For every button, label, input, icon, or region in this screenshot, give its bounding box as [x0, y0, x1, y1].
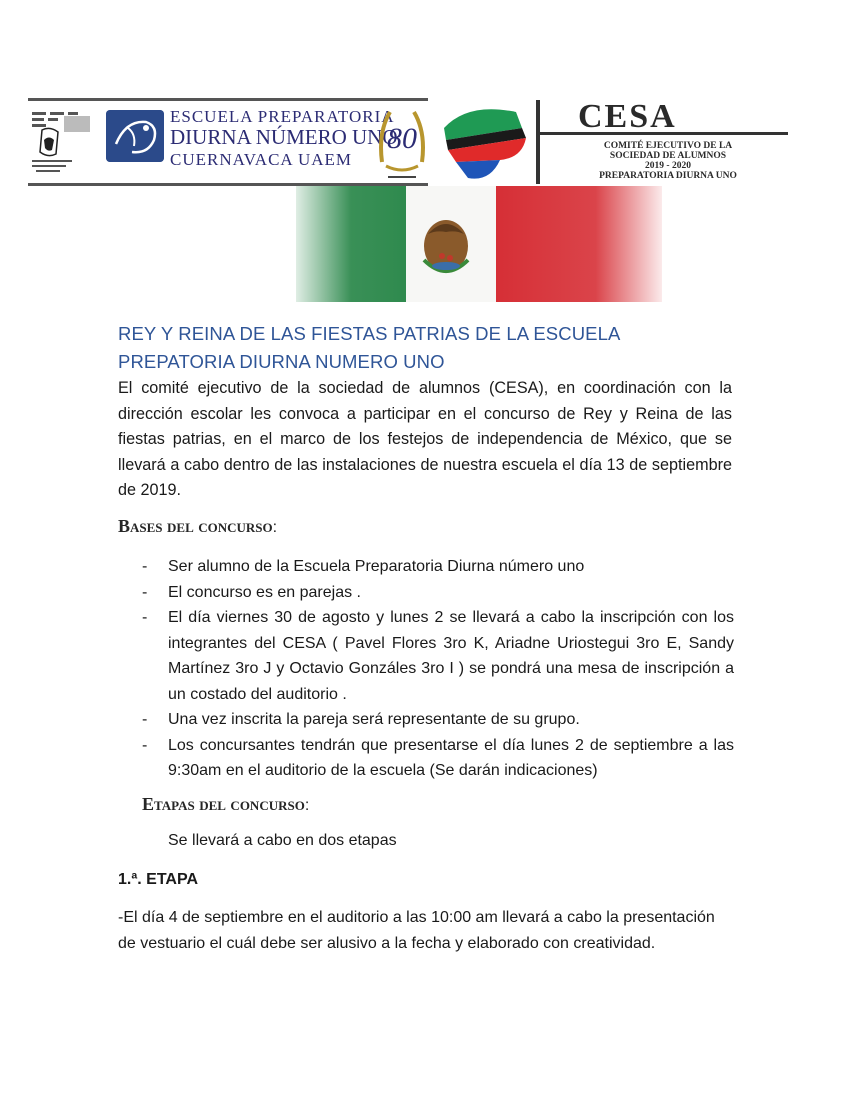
document-title: REY Y REINA DE LAS FIESTAS PATRIAS DE LA ESCUELA PREPATORIA DIURNA NUMERO UNO	[118, 323, 620, 372]
cesa-subtitle-line1: COMITÉ EJECUTIVO DE LA	[603, 141, 733, 151]
school-name-line3: CUERNAVACA UAEM	[170, 150, 353, 169]
cesa-vertical-rule	[536, 100, 540, 184]
intro-paragraph: El comité ejecutivo de la sociedad de alumnos (CESA), en coordinación con la dirección escolar les convoca a participar en el concurso de Rey y Reina de las fiestas patrias, en el marco de los festejos de independencia de México, que se llevará a cabo dentro de las instalaciones de nuestra escuela el día 13 de septiembre de 2019.	[118, 379, 732, 499]
list-bullet: -	[142, 736, 148, 754]
mexican-flag-image	[296, 186, 662, 302]
bases-heading-text: Bases del concurso	[118, 516, 273, 536]
banner-top-rule	[28, 98, 428, 101]
list-item	[142, 554, 734, 580]
list-bullet: -	[142, 711, 148, 728]
header-banner	[28, 96, 788, 192]
school-name	[170, 108, 402, 168]
list-item-text: Ser alumno de la Escuela Preparatoria Diurna número uno	[168, 558, 585, 575]
list-bullet: -	[142, 609, 148, 626]
list-bullet: -	[142, 583, 148, 601]
stage1-heading: 1.ª. ETAPA	[118, 871, 199, 888]
list-item	[142, 605, 734, 707]
cesa-logo-blue-band	[456, 160, 500, 179]
list-item-text: El concurso es en parejas .	[168, 583, 361, 601]
bases-heading-colon: :	[272, 519, 278, 536]
list-item	[142, 733, 734, 784]
etapas-heading-text: Etapas del concurso	[142, 794, 305, 814]
flag-eagle-emblem	[424, 220, 468, 272]
flag-red-stripe	[496, 186, 662, 302]
list-item	[142, 580, 734, 606]
cesa-subtitle	[548, 142, 788, 182]
cesa-subtitle-line4: PREPARATORIA DIURNA UNO	[599, 170, 737, 181]
flag-green-stripe	[296, 186, 406, 302]
cesa-logo	[438, 98, 530, 186]
cesa-subtitle-line3: 2019 - 2020	[645, 160, 691, 171]
school-name-line1: ESCUELA PREPARATORIA	[170, 107, 395, 126]
uaem-logo	[30, 108, 100, 176]
etapas-heading-colon: :	[304, 797, 310, 814]
list-item-text: El día viernes 30 de agosto y lunes 2 se llevará a cabo la inscripción con los integrantes del CESA ( Pavel Flores 3ro K, Ariadne Uriostegui 3ro E, Sandy Martínez 3ro J y Octavio Gonzáles 3ro I ) se pondrá una mesa de inscripción a un costado del auditorio .	[168, 609, 734, 703]
bases-heading	[118, 516, 277, 537]
school-name-line2: DIURNA NÚMERO UNO	[170, 125, 398, 149]
bases-list	[142, 554, 734, 784]
stage1-text: -El día 4 de septiembre en el auditorio a las 10:00 am llevará a cabo la presentación de vestuario el cuál debe ser alusivo a la fecha y elaborado con creatividad.	[118, 909, 715, 952]
etapas-heading	[142, 794, 309, 815]
preparatoria-logo	[106, 110, 164, 162]
cesa-subtitle-line2: SOCIEDAD DE ALUMNOS	[609, 150, 727, 161]
list-item	[142, 707, 734, 733]
80-anniversary-emblem	[376, 102, 428, 186]
etapas-intro: Se llevará a cabo en dos etapas	[168, 832, 397, 849]
list-item-text: Una vez inscrita la pareja será representante de su grupo.	[168, 711, 580, 728]
list-item-text: Los concursantes tendrán que presentarse el día lunes 2 de septiembre a las 9:30am en el auditorio de la escuela (Se darán indicaciones)	[168, 736, 734, 779]
cesa-title: CESA	[578, 98, 677, 135]
list-bullet: -	[142, 558, 148, 575]
anniversary-number: 80	[387, 122, 417, 155]
